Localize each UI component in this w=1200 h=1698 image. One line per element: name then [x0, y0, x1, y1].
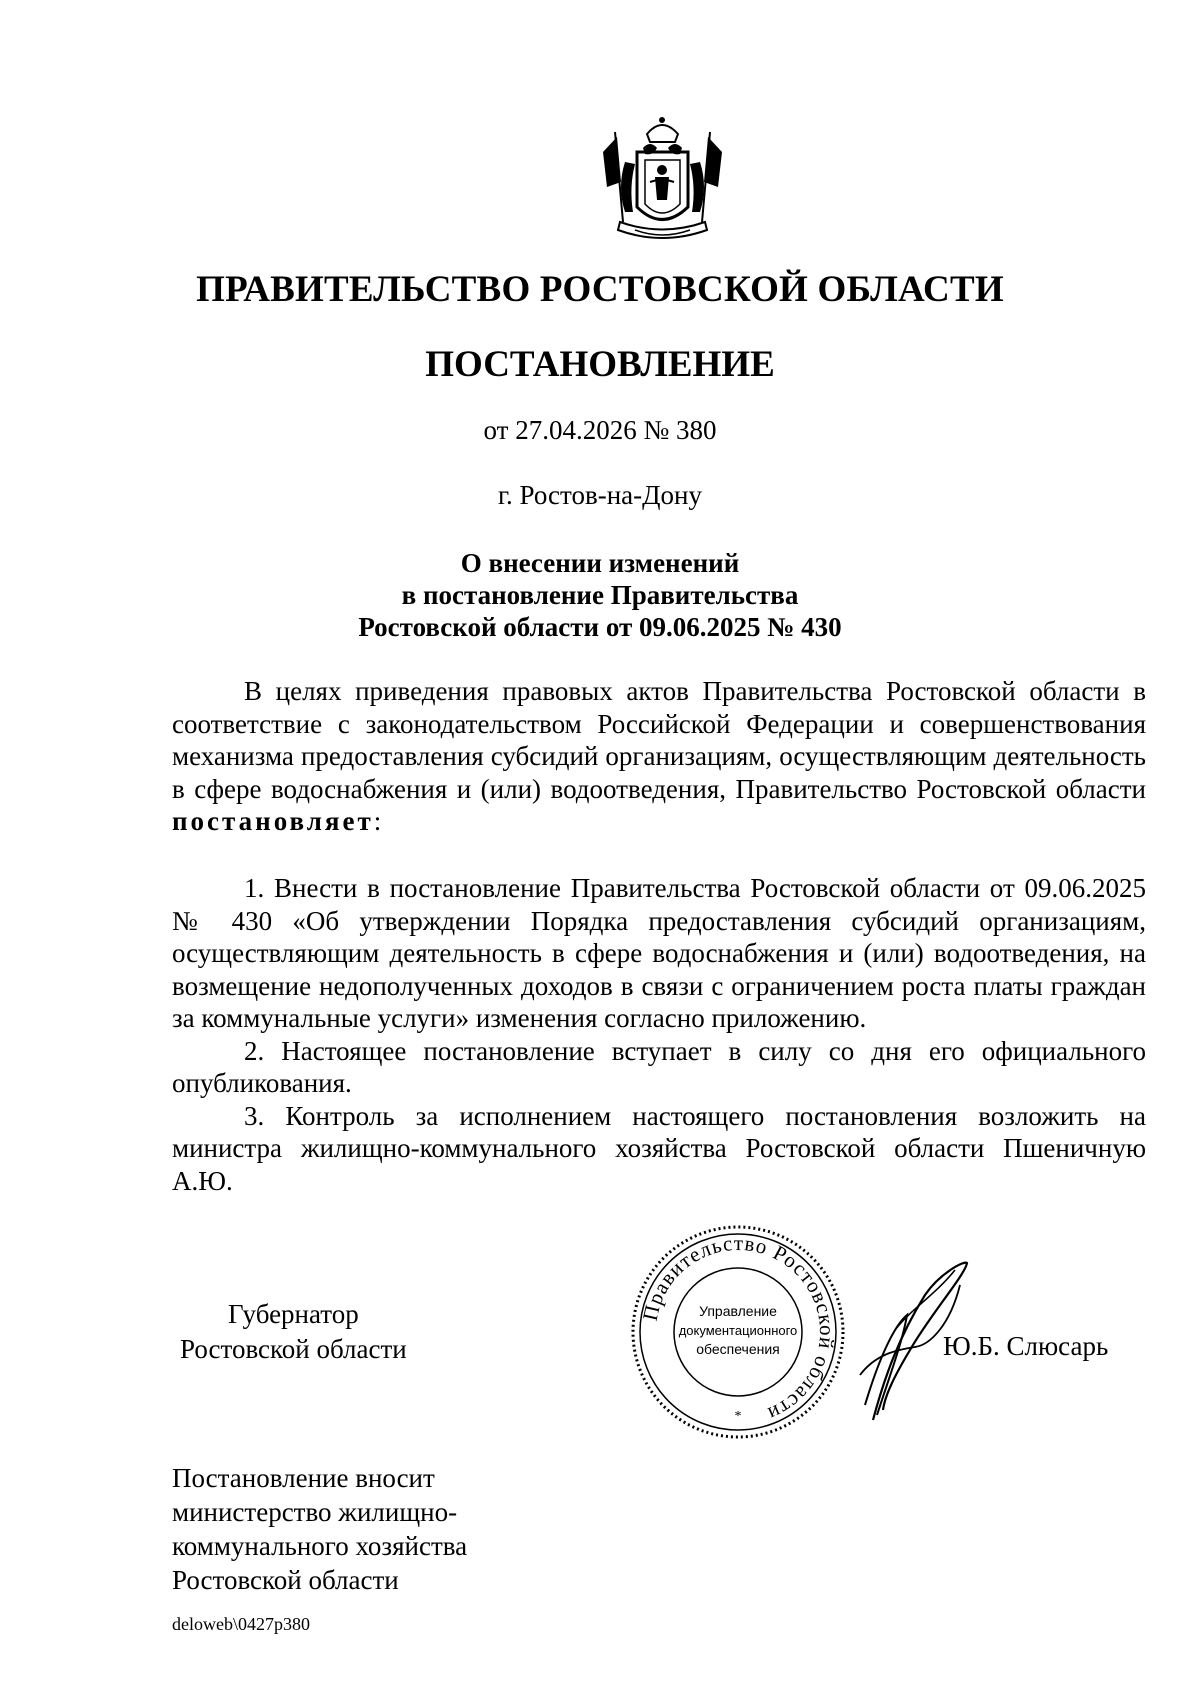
preamble-text: В целях приведения правовых актов Правительства Ростовской области в соответствие с законодательством Российской Федерации и совершенствования механизма предоставления субсидий организациям, осуществляющим деятельность в сфере водоснабжения и (или) водоотведения, Правительство Ростовской области — [172, 676, 1146, 804]
signer-title-line: Ростовской области — [180, 1334, 407, 1364]
document-type: ПОСТАНОВЛЕНИЕ — [425, 344, 775, 385]
resolution-items — [172, 872, 1146, 1197]
introducer-line: Ростовской области — [172, 1565, 399, 1595]
stamp-center-line: Управление — [699, 1303, 777, 1319]
document-subject — [0, 547, 1200, 643]
subject-line: в постановление Правительства — [401, 580, 799, 610]
svg-text:*: * — [734, 1409, 742, 1424]
signer-title — [180, 1297, 407, 1367]
government-title: ПРАВИТЕЛЬСТВО РОСТОВСКОЙ ОБЛАСТИ — [196, 269, 1004, 310]
document-code: deloweb\0427p380 — [172, 1614, 310, 1634]
stamp-center-line: документационного — [678, 1323, 798, 1338]
signer-title-line: Губернатор — [227, 1299, 359, 1329]
preamble-verb: постановляет — [172, 806, 374, 836]
stamp-center-line: обеспечения — [696, 1341, 780, 1357]
introducer-line: министерство жилищно- — [172, 1497, 458, 1527]
preamble-end: : — [373, 806, 382, 836]
resolution-item: 3. Контроль за исполнением настоящего постановления возложить на министра жилищно-коммунального хозяйства Ростовской области Пшеничную А.Ю. — [172, 1100, 1146, 1196]
signer-name: Ю.Б. Слюсарь — [943, 1331, 1109, 1361]
subject-line: О внесении изменений — [460, 548, 740, 578]
preamble-paragraph — [172, 675, 1146, 838]
document-city: г. Ростов-на-Дону — [497, 480, 702, 510]
introducer-line: коммунального хозяйства — [172, 1531, 468, 1561]
introducer-line: Постановление вносит — [172, 1463, 435, 1493]
stamp-ring-text: Правительство Ростовской области — [637, 1230, 840, 1427]
document-date-number: от 27.04.2026 № 380 — [483, 415, 717, 445]
resolution-item: 2. Настоящее постановление вступает в силу со дня его официального опубликования. — [172, 1035, 1146, 1098]
coat-of-arms-emblem — [595, 112, 730, 247]
subject-line: Ростовской области от 09.06.2025 № 430 — [358, 612, 842, 642]
official-stamp — [628, 1222, 848, 1442]
introducer-note — [172, 1461, 467, 1597]
resolution-item: 1. Внести в постановление Правительства Ростовской области от 09.06.2025 № 430 «Об утверждении Порядка предоставления субсидий организациям, осуществляющим деятельность в сфере водоснабжения и (или) водоотведения, на возмещение недополученных доходов в связи с ограничением роста платы граждан за коммунальные услуги» изменения согласно приложению. — [172, 873, 1146, 1033]
